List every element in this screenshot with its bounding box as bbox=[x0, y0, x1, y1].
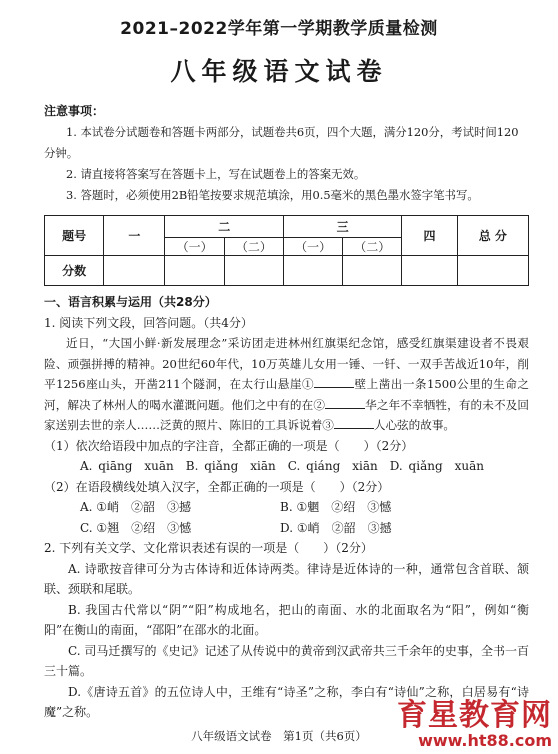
option-b: B. ①魍 ②绍 ③憾 bbox=[280, 500, 392, 514]
score-table-sub-2-2: （二） bbox=[224, 238, 283, 256]
score-cell bbox=[283, 256, 342, 286]
question-2-option-a: A. 诗歌按音律可分为古体诗和近体诗两类。律诗是近体诗的一种，通常包含首联、颔联、颈联和尾联。 bbox=[44, 561, 529, 596]
score-table bbox=[44, 215, 529, 286]
score-cell bbox=[402, 256, 457, 286]
blank-3 bbox=[334, 416, 374, 429]
watermark-brand: 育星教育网 bbox=[397, 698, 552, 733]
exam-header-title: 2021–2022学年第一学期教学质量检测 bbox=[120, 19, 438, 39]
question-2-stem: 2. 下列有关文学、文化常识表述有误的一项是（ ）（2分） bbox=[44, 541, 373, 555]
score-table-label-question: 题号 bbox=[45, 216, 104, 256]
score-table-sub-3-2: （二） bbox=[343, 238, 402, 256]
page-footer: 八年级语文试卷 第1页（共6页） bbox=[191, 729, 367, 743]
question-2-option-c: C. 司马迁撰写的《史记》记述了从传说中的黄帝到汉武帝共三千余年的史事，全书一百三十篇。 bbox=[44, 643, 529, 678]
question-2-option-b: B. 我国古代常以“阴”“阳”构成地名，把山的南面、水的北面取名为“阳”，例如“衡阳”在衡山的南面，“邵阳”在邵水的北面。 bbox=[44, 602, 529, 637]
score-table-col-two: 二 bbox=[165, 216, 283, 238]
option-d: D. ①峭 ②韶 ③撼 bbox=[280, 520, 392, 535]
score-table-sub-3-1: （一） bbox=[283, 238, 342, 256]
notice-item-1: 1. 本试卷分试题卷和答题卡两部分，试题卷共6页，四个大题，满分120分，考试时间120分钟。 bbox=[44, 125, 519, 160]
score-cell bbox=[343, 256, 402, 286]
question-2-option-d: D.《唐诗五首》的五位诗人中，王维有“诗圣”之称，李白有“诗仙”之称，白居易有“诗魔”之称。 bbox=[44, 684, 529, 719]
blank-2 bbox=[325, 396, 365, 409]
question-1-2-options-row-2 bbox=[44, 518, 529, 539]
question-1-1: （1）依次给语段中加点的字注音，全都正确的一项是（ ）（2分） bbox=[44, 438, 414, 453]
question-1-1-options: A. qiāng xuān B. qiǎng xiān C. qiáng xiān D. qiǎng xuān bbox=[80, 459, 485, 473]
exam-paper-title: 八年级语文试卷 bbox=[170, 57, 388, 86]
passage-part-b: 壁上凿出一条1500公里的生命之河，解决了林州人的喝水灌溉问题。他们之中有的在② bbox=[44, 377, 529, 412]
score-table-col-total: 总 分 bbox=[457, 216, 528, 256]
question-1-stem: 1. 阅读下列文段，回答问题。（共4分） bbox=[44, 315, 253, 330]
notice-item-2: 2. 请直接将答案写在答题卡上，写在试题卷上的答案无效。 bbox=[66, 167, 366, 181]
watermark-url: www.ht88.com bbox=[418, 731, 552, 750]
option-c: C. ①翘 ②绍 ③憾 bbox=[80, 520, 192, 535]
score-cell bbox=[224, 256, 283, 286]
option-a: A. ①峭 ②韶 ③撼 bbox=[80, 500, 192, 514]
question-1-2: （2）在语段横线处填入汉字，全都正确的一项是（ ）（2分） bbox=[44, 479, 390, 494]
blank-1 bbox=[314, 375, 354, 388]
score-table-col-one: 一 bbox=[104, 216, 165, 256]
notice-item-3: 3. 答题时，必须使用2B铅笔按要求规范填涂，用0.5毫米的黑色墨水签字笔书写。 bbox=[66, 188, 479, 202]
question-1-passage bbox=[44, 333, 529, 436]
passage-part-c: 华之年不幸牺牲，有的未不及回家送别去世的亲人……泛黄的照片、陈旧的工具诉说着③ bbox=[44, 397, 529, 432]
score-table-label-score: 分数 bbox=[45, 256, 104, 286]
score-cell bbox=[104, 256, 165, 286]
question-1-2-options-row-1 bbox=[44, 497, 529, 518]
section-1 bbox=[44, 292, 529, 723]
score-cell bbox=[165, 256, 224, 286]
passage-part-a: 近日，“大国小鲜·新发展理念”采访团走进林州红旗渠纪念馆，感受红旗渠建设者不畏艰险、顽强拼搏的精神。20世纪60年代，10万英雄儿女用一锤、一钎、一双手苦战近10年，削平1256座山头，开凿211个隧洞，在太行山悬崖① bbox=[44, 336, 529, 391]
score-table-col-three: 三 bbox=[283, 216, 401, 238]
score-cell bbox=[457, 256, 528, 286]
notice-heading: 注意事项： bbox=[44, 104, 105, 118]
exam-notice bbox=[44, 101, 528, 206]
passage-part-d: 人心弦的故事。 bbox=[373, 418, 456, 432]
section-1-heading: 一、语言积累与运用（共28分） bbox=[44, 295, 217, 309]
score-table-col-four: 四 bbox=[402, 216, 457, 256]
score-table-sub-2-1: （一） bbox=[165, 238, 224, 256]
